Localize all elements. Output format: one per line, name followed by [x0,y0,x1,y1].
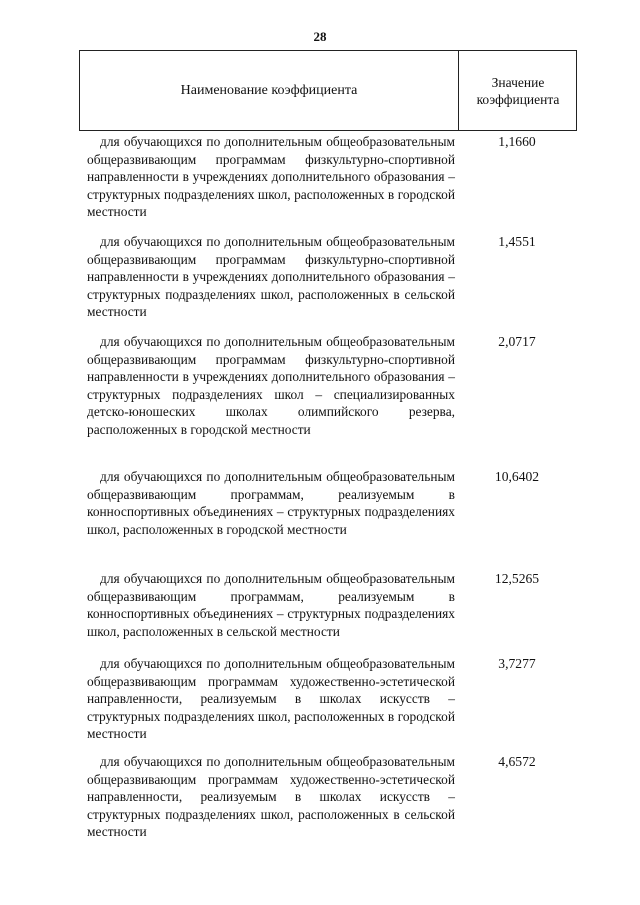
coefficient-description: для обучающихся по дополнительным общеобразовательным общеразвивающим программам физкультурно-спортивной направленности в учреждениях дополнительного образования – структурных подразделениях школ, расположенных в городской местности [87,134,455,220]
page-number: 28 [313,29,327,44]
coefficient-value: 4,6572 [498,754,536,769]
coefficient-description: для обучающихся по дополнительным общеобразовательным общеразвивающим программам физкультурно-спортивной направленности в учреждениях дополнительного образования – структурных подразделениях школ, расположенных в сельской местности [87,234,455,320]
coefficient-description: для обучающихся по дополнительным общеобразовательным общеразвивающим программам, реализуемым в конноспортивных объединениях – структурных подразделениях школ, расположенных в сельской местности [87,571,455,639]
coefficient-description: для обучающихся по дополнительным общеобразовательным общеразвивающим программам художественно-эстетической направленности, реализуемым в школах искусств – структурных подразделениях школ, расположенных в сельской местности [87,754,455,840]
coefficient-value: 2,0717 [498,334,536,349]
coefficient-value: 10,6402 [494,469,540,484]
coefficient-value: 1,4551 [498,234,536,249]
coefficient-description: для обучающихся по дополнительным общеобразовательным общеразвивающим программам физкультурно-спортивной направленности в учреждениях дополнительного образования – структурных подразделениях школ – специализированных детско-юношеских школах олимпийского резерва, расположенных в городской местности [87,334,455,437]
table-header [79,50,577,131]
column-header-name-label: Наименование коэффициента [180,82,358,98]
column-header-value-label-line2: коэффициента [476,91,560,107]
column-header-value-label-line1: Значение [491,74,545,90]
coefficient-value: 3,7277 [498,656,536,671]
column-header-name [80,51,458,130]
coefficient-value: 12,5265 [494,571,540,586]
coefficient-description: для обучающихся по дополнительным общеобразовательным общеразвивающим программам, реализуемым в конноспортивных объединениях – структурных подразделениях школ, расположенных в городской местности [87,469,455,537]
coefficient-value: 1,1660 [498,134,536,149]
column-header-value [459,51,577,130]
coefficient-description: для обучающихся по дополнительным общеобразовательным общеразвивающим программам художественно-эстетической направленности, реализуемым в школах искусств – структурных подразделениях школ, расположенных в городской местности [87,656,455,742]
